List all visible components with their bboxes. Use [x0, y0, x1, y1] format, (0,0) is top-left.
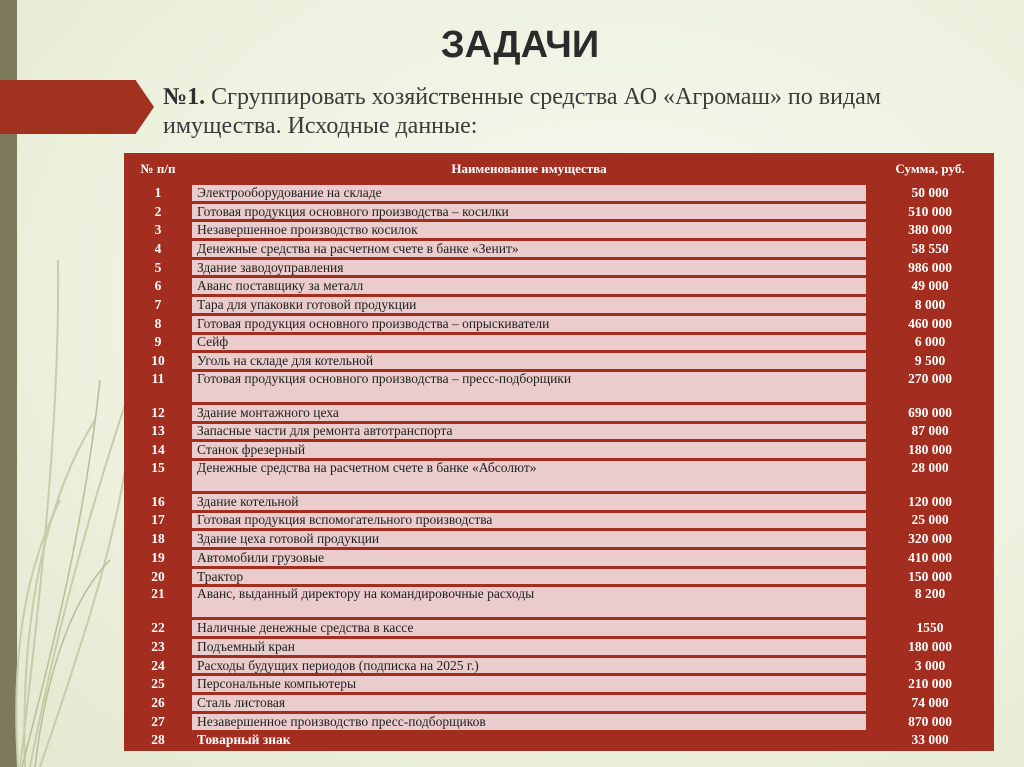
row-num: 26 [127, 695, 189, 711]
row-name: Трактор [192, 569, 866, 585]
row-sum: 1550 [869, 620, 991, 636]
row-num: 22 [127, 620, 189, 636]
table-row [127, 260, 991, 276]
table-row [127, 531, 991, 547]
row-name: Аванс, выданный директору на командировочные расходы [192, 587, 866, 617]
row-name: Запасные части для ремонта автотранспорта [192, 424, 866, 440]
table-header-row [127, 156, 991, 182]
row-sum: 50 000 [869, 185, 991, 201]
table-row [127, 405, 991, 421]
row-name: Готовая продукция основного производства – косилки [192, 204, 866, 220]
table-row [127, 204, 991, 220]
table-row [127, 241, 991, 257]
table-row [127, 335, 991, 351]
row-sum: 9 500 [869, 353, 991, 369]
row-name: Уголь на складе для котельной [192, 353, 866, 369]
row-sum: 870 000 [869, 714, 991, 730]
row-sum: 8 200 [869, 587, 991, 617]
decorative-red-tab [0, 80, 154, 134]
row-name: Здание заводоуправления [192, 260, 866, 276]
row-sum: 6 000 [869, 335, 991, 351]
row-num: 21 [127, 587, 189, 617]
row-name: Подъемный кран [192, 639, 866, 655]
row-sum: 58 550 [869, 241, 991, 257]
row-name: Персональные компьютеры [192, 676, 866, 692]
table-row [127, 461, 991, 491]
row-sum: 8 000 [869, 297, 991, 313]
table-row [127, 297, 991, 313]
row-name: Здание котельной [192, 494, 866, 510]
row-num: 5 [127, 260, 189, 276]
row-num: 15 [127, 461, 189, 491]
table-row [127, 185, 991, 201]
row-sum: 460 000 [869, 316, 991, 332]
row-sum: 210 000 [869, 676, 991, 692]
row-num: 28 [127, 733, 189, 749]
row-name: Здание цеха готовой продукции [192, 531, 866, 547]
row-name: Станок фрезерный [192, 442, 866, 458]
row-num: 27 [127, 714, 189, 730]
row-num: 1 [127, 185, 189, 201]
row-num: 19 [127, 550, 189, 566]
row-name: Незавершенное производство пресс-подборщиков [192, 714, 866, 730]
row-num: 14 [127, 442, 189, 458]
row-name: Сейф [192, 335, 866, 351]
table-row [127, 639, 991, 655]
row-num: 6 [127, 278, 189, 294]
row-sum: 320 000 [869, 531, 991, 547]
row-num: 24 [127, 658, 189, 674]
row-name: Незавершенное производство косилок [192, 222, 866, 238]
row-num: 8 [127, 316, 189, 332]
row-sum: 74 000 [869, 695, 991, 711]
table-row [127, 424, 991, 440]
row-sum: 380 000 [869, 222, 991, 238]
row-sum: 510 000 [869, 204, 991, 220]
property-table [124, 153, 994, 751]
row-num: 9 [127, 335, 189, 351]
header-num: № п/п [127, 156, 189, 182]
row-num: 12 [127, 405, 189, 421]
table-row [127, 316, 991, 332]
row-name: Готовая продукция основного производства – опрыскиватели [192, 316, 866, 332]
row-name: Готовая продукция основного производства – пресс-подборщики [192, 372, 866, 402]
row-num: 7 [127, 297, 189, 313]
table-row [127, 714, 991, 730]
row-name: Расходы будущих периодов (подписка на 2025 г.) [192, 658, 866, 674]
table-row [127, 620, 991, 636]
row-sum: 150 000 [869, 569, 991, 585]
table-row [127, 676, 991, 692]
task-statement [163, 83, 963, 141]
row-sum: 180 000 [869, 639, 991, 655]
row-sum: 49 000 [869, 278, 991, 294]
table-row [127, 658, 991, 674]
row-name: Наличные денежные средства в кассе [192, 620, 866, 636]
header-name: Наименование имущества [192, 156, 866, 182]
row-num: 20 [127, 569, 189, 585]
row-sum: 120 000 [869, 494, 991, 510]
table-row [127, 569, 991, 585]
row-name: Здание монтажного цеха [192, 405, 866, 421]
row-sum: 33 000 [869, 733, 991, 749]
table-row [127, 513, 991, 529]
row-name: Денежные средства на расчетном счете в банке «Зенит» [192, 241, 866, 257]
table-row [127, 222, 991, 238]
table-row [127, 494, 991, 510]
row-num: 25 [127, 676, 189, 692]
row-num: 4 [127, 241, 189, 257]
row-sum: 690 000 [869, 405, 991, 421]
table-row [127, 353, 991, 369]
row-sum: 410 000 [869, 550, 991, 566]
row-name: Электрооборудование на складе [192, 185, 866, 201]
row-num: 11 [127, 372, 189, 402]
table-row [127, 695, 991, 711]
row-sum: 25 000 [869, 513, 991, 529]
row-sum: 3 000 [869, 658, 991, 674]
row-num: 10 [127, 353, 189, 369]
row-num: 23 [127, 639, 189, 655]
table-row [127, 278, 991, 294]
row-sum: 270 000 [869, 372, 991, 402]
row-name: Готовая продукция вспомогательного производства [192, 513, 866, 529]
row-sum: 28 000 [869, 461, 991, 491]
row-num: 18 [127, 531, 189, 547]
row-num: 3 [127, 222, 189, 238]
row-num: 17 [127, 513, 189, 529]
row-name: Тара для упаковки готовой продукции [192, 297, 866, 313]
row-name: Сталь листовая [192, 695, 866, 711]
row-sum: 986 000 [869, 260, 991, 276]
row-sum: 180 000 [869, 442, 991, 458]
table-row [127, 587, 991, 617]
row-num: 2 [127, 204, 189, 220]
header-sum: Сумма, руб. [869, 156, 991, 182]
table-row [127, 372, 991, 402]
table-row [127, 733, 991, 749]
row-name: Товарный знак [192, 733, 866, 749]
row-sum: 87 000 [869, 424, 991, 440]
row-name: Аванс поставщику за металл [192, 278, 866, 294]
row-name: Автомобили грузовые [192, 550, 866, 566]
page-title: ЗАДАЧИ [440, 24, 600, 66]
task-text: Сгруппировать хозяйственные средства АО «Агромаш» по видам имущества. Исходные данные: [163, 84, 881, 139]
table-row [127, 442, 991, 458]
table-row [127, 550, 991, 566]
row-num: 13 [127, 424, 189, 440]
row-name: Денежные средства на расчетном счете в банке «Абсолют» [192, 461, 866, 491]
task-number: №1. [163, 84, 206, 110]
row-num: 16 [127, 494, 189, 510]
